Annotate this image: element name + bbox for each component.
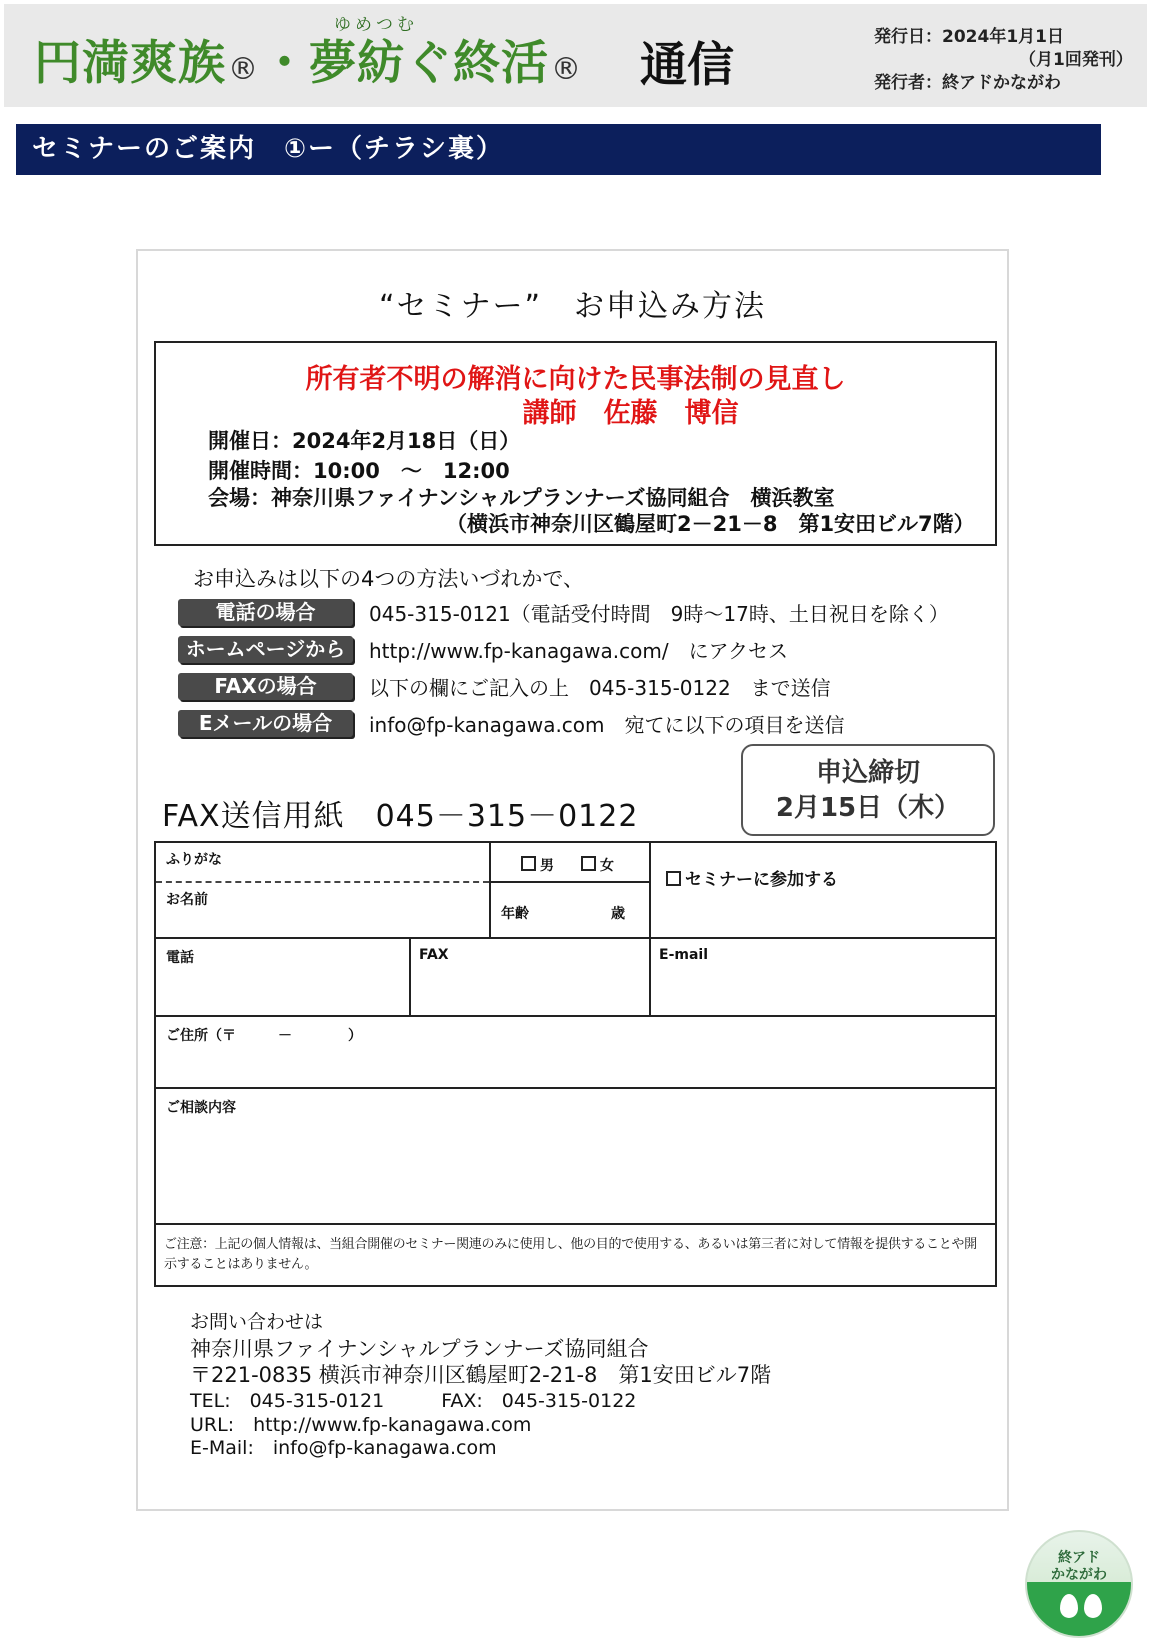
issue-frequency: （月1回発刊） — [1019, 50, 1133, 70]
furigana-field[interactable]: ふりがな — [166, 852, 222, 868]
method-badge: ホームページから — [178, 636, 353, 663]
contact-email[interactable]: E-Mail: info@fp-kanagawa.com — [190, 1437, 497, 1459]
gender-female-checkbox[interactable]: 女 — [581, 855, 614, 875]
logo-text: 終アド かながわ — [1051, 1550, 1107, 1583]
gender-male-checkbox[interactable]: 男 — [521, 855, 554, 875]
contact-org: 神奈川県ファイナンシャルプランナーズ協同組合 — [190, 1337, 649, 1361]
method-badge: FAXの場合 — [178, 673, 353, 700]
form-divider — [156, 1087, 995, 1089]
seminar-details-box — [154, 341, 997, 546]
method-text: 045-315-0121（電話受付時間 9時～17時、土日祝日を除く） — [369, 602, 949, 626]
fax-application-form — [154, 841, 997, 1287]
title-ruby: ゆめつむ — [334, 15, 418, 35]
contact-tel-fax: TEL: 045-315-0121 FAX: 045-315-0122 — [190, 1390, 637, 1412]
method-email-text[interactable]: info@fp-kanagawa.com 宛てに以下の項目を送信 — [369, 713, 845, 737]
form-divider — [489, 843, 491, 937]
contact-address: 〒221-0835 横浜市神奈川区鶴屋町2-21-8 第1安田ビル7階 — [190, 1363, 772, 1387]
form-divider — [649, 843, 651, 1015]
form-divider — [156, 937, 995, 939]
age-unit: 歳 — [611, 906, 625, 922]
form-divider — [489, 881, 649, 883]
seminar-lecturer: 講師 佐藤 博信 — [522, 398, 739, 429]
deadline-label: 申込締切 — [815, 758, 920, 788]
method-badge: 電話の場合 — [178, 599, 353, 626]
seminar-address: （横浜市神奈川区鶴屋町2－21－8 第1安田ビル7階） — [446, 512, 975, 536]
consultation-field[interactable]: ご相談内容 — [166, 1100, 236, 1116]
newsletter-title: 円満爽族®・夢紡ぐ終活® — [34, 36, 582, 91]
method-email — [178, 710, 845, 737]
name-field[interactable]: お名前 — [166, 892, 208, 908]
title-tsushin: 通信 — [640, 38, 734, 93]
method-phone — [178, 599, 949, 626]
organization-logo — [1025, 1530, 1133, 1638]
method-text: 以下の欄にご記入の上 045-315-0122 まで送信 — [369, 676, 831, 700]
method-link[interactable]: http://www.fp-kanagawa.com/ にアクセス — [369, 639, 789, 663]
issue-date: 発行日：2024年1月1日 — [874, 27, 1064, 47]
reg-mark-2: ® — [551, 52, 582, 87]
flyer-title: “セミナー” お申込み方法 — [378, 289, 767, 324]
phone-field[interactable]: 電話 — [166, 950, 194, 966]
publication-info — [874, 26, 1133, 95]
section-title: セミナーのご案内 ①ー（チラシ裏） — [16, 124, 1101, 175]
seminar-title: 所有者不明の解消に向けた民事法制の見直し — [305, 364, 846, 395]
method-badge: Eメールの場合 — [178, 710, 353, 737]
attend-checkbox[interactable]: セミナーに参加する — [666, 865, 838, 890]
form-divider — [409, 937, 411, 1015]
method-homepage — [178, 636, 788, 663]
method-fax — [178, 673, 831, 700]
contact-heading: お問い合わせは — [190, 1311, 324, 1333]
form-divider — [156, 1223, 995, 1225]
seminar-flyer — [136, 249, 1009, 1511]
privacy-notice: ご注意：上記の個人情報は、当組合開催のセミナー関連のみに使用し、他の目的で使用する、あるいは第三者に対して情報を提供することや開示することはありません。 — [164, 1237, 977, 1272]
age-label: 年齢 — [501, 906, 529, 922]
deadline-box — [741, 744, 995, 836]
water-drop-icon — [1084, 1594, 1102, 1618]
newsletter-header — [4, 4, 1147, 107]
water-drop-icon — [1060, 1594, 1078, 1618]
address-field[interactable]: ご住所（〒 － ） — [166, 1028, 362, 1044]
furigana-divider — [156, 881, 489, 883]
email-field[interactable]: E-mail — [659, 947, 709, 963]
seminar-venue: 会場：神奈川県ファイナンシャルプランナーズ協同組合 横浜教室 — [208, 486, 835, 510]
deadline-date: 2月15日（木） — [775, 793, 961, 823]
contact-url[interactable]: URL: http://www.fp-kanagawa.com — [190, 1414, 532, 1436]
form-divider — [156, 1015, 995, 1017]
apply-intro: お申込みは以下の4つの方法いづれかで、 — [193, 567, 584, 591]
seminar-time: 開催時間：10:00 ～ 12:00 — [208, 459, 510, 483]
fax-field[interactable]: FAX — [419, 947, 449, 963]
fax-form-heading: FAX送信用紙 045－315－0122 — [162, 799, 639, 834]
seminar-date: 開催日：2024年2月18日（日） — [208, 429, 521, 453]
publisher: 発行者：終アドかながわ — [874, 73, 1061, 93]
